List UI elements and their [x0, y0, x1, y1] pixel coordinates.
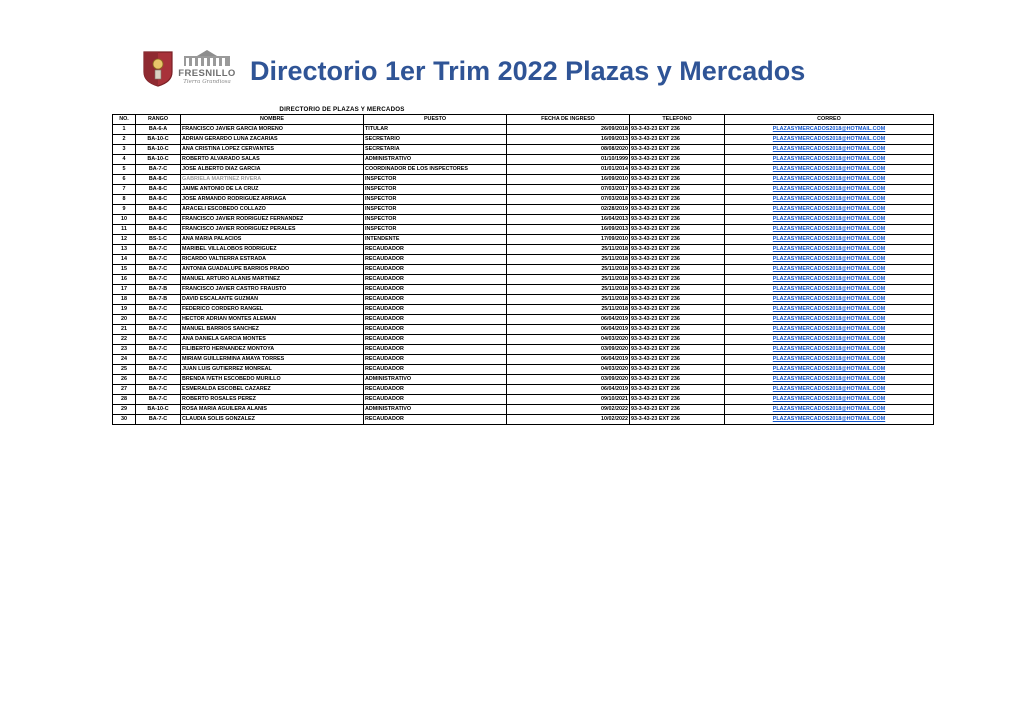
table-row	[113, 275, 934, 285]
page-title: Directorio 1er Trim 2022 Plazas y Mercados	[250, 56, 806, 86]
email-link[interactable]: PLAZASYMERCADOS2018@HOTMAIL.COM	[772, 236, 886, 242]
table-row	[113, 265, 934, 275]
table-row	[113, 235, 934, 245]
email-link[interactable]: PLAZASYMERCADOS2018@HOTMAIL.COM	[772, 206, 886, 212]
cell-nombre: JAIME ANTONIO DE LA CRUZ	[181, 185, 364, 195]
cell-correo	[725, 315, 934, 325]
cell-correo	[725, 285, 934, 295]
coat-of-arms-icon	[140, 48, 176, 88]
cell-telefono: 93-3-43-23 EXT 236	[630, 225, 725, 235]
cell-nombre: ADRIAN GERARDO LUNA ZACARIAS	[181, 135, 364, 145]
cell-fecha-ingreso: 06/04/2019	[507, 355, 630, 365]
cell-nombre: ANA MARIA PALACIOS	[181, 235, 364, 245]
cell-telefono: 93-3-43-23 EXT 236	[630, 315, 725, 325]
cell-puesto: RECAUDADOR	[364, 345, 507, 355]
email-link[interactable]: PLAZASYMERCADOS2018@HOTMAIL.COM	[772, 196, 886, 202]
cell-telefono: 93-3-43-23 EXT 236	[630, 355, 725, 365]
cell-no: 6	[113, 175, 136, 185]
cell-no: 2	[113, 135, 136, 145]
cell-fecha-ingreso: 16/09/2013	[507, 135, 630, 145]
cell-telefono: 93-3-43-23 EXT 236	[630, 205, 725, 215]
cell-rango: BA-7-C	[136, 345, 181, 355]
cell-fecha-ingreso: 09/10/2021	[507, 395, 630, 405]
email-link[interactable]: PLAZASYMERCADOS2018@HOTMAIL.COM	[772, 156, 886, 162]
cell-rango: BA-7-B	[136, 285, 181, 295]
cell-fecha-ingreso: 25/11/2018	[507, 255, 630, 265]
cell-telefono: 93-3-43-23 EXT 236	[630, 345, 725, 355]
cell-nombre: ROBERTO ALVARADO SALAS	[181, 155, 364, 165]
cell-rango: BA-7-C	[136, 335, 181, 345]
email-link[interactable]: PLAZASYMERCADOS2018@HOTMAIL.COM	[772, 356, 886, 362]
table-header-row	[113, 115, 934, 125]
table-body	[113, 125, 934, 425]
cell-fecha-ingreso: 06/04/2019	[507, 385, 630, 395]
cell-rango: BA-8-C	[136, 195, 181, 205]
cell-correo	[725, 265, 934, 275]
cell-correo	[725, 275, 934, 285]
cell-no: 27	[113, 385, 136, 395]
cell-telefono: 93-3-43-23 EXT 236	[630, 285, 725, 295]
cell-correo	[725, 345, 934, 355]
cell-nombre: FEDERICO CORDERO RANGEL	[181, 305, 364, 315]
col-header-rango: RANGO	[136, 115, 181, 125]
cell-correo	[725, 385, 934, 395]
email-link[interactable]: PLAZASYMERCADOS2018@HOTMAIL.COM	[772, 296, 886, 302]
email-link[interactable]: PLAZASYMERCADOS2018@HOTMAIL.COM	[772, 186, 886, 192]
cell-no: 17	[113, 285, 136, 295]
cell-nombre: RICARDO VALTIERRA ESTRADA	[181, 255, 364, 265]
cell-telefono: 93-3-43-23 EXT 236	[630, 305, 725, 315]
cell-nombre: MIRIAM GUILLERMINA AMAYA TORRES	[181, 355, 364, 365]
email-link[interactable]: PLAZASYMERCADOS2018@HOTMAIL.COM	[772, 306, 886, 312]
cell-puesto: ADMINISTRATIVO	[364, 155, 507, 165]
cell-telefono: 93-3-43-23 EXT 236	[630, 395, 725, 405]
cell-telefono: 93-3-43-23 EXT 236	[630, 185, 725, 195]
cell-telefono: 93-3-43-23 EXT 236	[630, 265, 725, 275]
table-caption: DIRECTORIO DE PLAZAS Y MERCADOS	[279, 106, 405, 113]
cell-correo	[725, 325, 934, 335]
cell-nombre: FRANCISCO JAVIER RODRIGUEZ FERNANDEZ	[181, 215, 364, 225]
email-link[interactable]: PLAZASYMERCADOS2018@HOTMAIL.COM	[772, 376, 886, 382]
cell-correo	[725, 375, 934, 385]
table-row	[113, 325, 934, 335]
cell-nombre: BRENDA IVETH ESCOBEDO MURILLO	[181, 375, 364, 385]
cell-correo	[725, 145, 934, 155]
cell-rango: BA-7-C	[136, 385, 181, 395]
cell-rango: BA-7-B	[136, 295, 181, 305]
col-header-nombre: NOMBRE	[181, 115, 364, 125]
cell-no: 8	[113, 195, 136, 205]
cell-correo	[725, 415, 934, 425]
email-link[interactable]: PLAZASYMERCADOS2018@HOTMAIL.COM	[772, 416, 886, 422]
cell-puesto: ADMINISTRATIVO	[364, 405, 507, 415]
cell-telefono: 93-3-43-23 EXT 236	[630, 255, 725, 265]
cell-nombre: HECTOR ADRIAN MONTES ALEMAN	[181, 315, 364, 325]
cell-no: 1	[113, 125, 136, 135]
building-logo-icon	[176, 50, 238, 90]
document-header	[0, 48, 1024, 102]
cell-no: 13	[113, 245, 136, 255]
cell-rango: BA-7-C	[136, 305, 181, 315]
logo-name: FRESNILLO	[178, 68, 236, 79]
cell-fecha-ingreso: 09/02/2022	[507, 405, 630, 415]
cell-telefono: 93-3-43-23 EXT 236	[630, 155, 725, 165]
cell-telefono: 93-3-43-23 EXT 236	[630, 385, 725, 395]
cell-no: 9	[113, 205, 136, 215]
cell-fecha-ingreso: 06/04/2019	[507, 325, 630, 335]
table-row	[113, 335, 934, 345]
cell-nombre: FILIBERTO HERNANDEZ MONTOYA	[181, 345, 364, 355]
email-link[interactable]: PLAZASYMERCADOS2018@HOTMAIL.COM	[772, 126, 886, 132]
cell-rango: BA-7-C	[136, 365, 181, 375]
table-row	[113, 245, 934, 255]
email-link[interactable]: PLAZASYMERCADOS2018@HOTMAIL.COM	[772, 246, 886, 252]
cell-correo	[725, 225, 934, 235]
cell-nombre: ANTONIA GUADALUPE BARRIOS PRADO	[181, 265, 364, 275]
cell-correo	[725, 295, 934, 305]
col-header-telefono: TELEFONO	[630, 115, 725, 125]
cell-fecha-ingreso: 25/11/2018	[507, 245, 630, 255]
cell-fecha-ingreso: 17/09/2010	[507, 235, 630, 245]
col-header-fecha-ingreso: FECHA DE INGRESO	[507, 115, 630, 125]
cell-nombre: ANA CRISTINA LOPEZ CERVANTES	[181, 145, 364, 155]
cell-rango: BA-7-C	[136, 255, 181, 265]
table-row	[113, 185, 934, 195]
cell-nombre: ROSA MARIA AGUILERA ALANIS	[181, 405, 364, 415]
cell-rango: BA-8-C	[136, 175, 181, 185]
table-row	[113, 175, 934, 185]
cell-fecha-ingreso: 08/08/2020	[507, 145, 630, 155]
cell-nombre: FRANCISCO JAVIER GARCIA MORENO	[181, 125, 364, 135]
cell-fecha-ingreso: 04/03/2020	[507, 335, 630, 345]
cell-rango: BA-7-C	[136, 375, 181, 385]
table-row	[113, 165, 934, 175]
cell-puesto: COORDINADOR DE LOS INSPECTORES	[364, 165, 507, 175]
cell-correo	[725, 205, 934, 215]
email-link[interactable]: PLAZASYMERCADOS2018@HOTMAIL.COM	[772, 386, 886, 392]
cell-rango: BA-8-C	[136, 225, 181, 235]
cell-rango: BA-7-C	[136, 315, 181, 325]
cell-no: 5	[113, 165, 136, 175]
cell-puesto: RECAUDADOR	[364, 295, 507, 305]
cell-puesto: RECAUDADOR	[364, 355, 507, 365]
cell-fecha-ingreso: 10/02/2022	[507, 415, 630, 425]
cell-no: 14	[113, 255, 136, 265]
cell-no: 25	[113, 365, 136, 375]
directory-table-wrapper	[112, 106, 912, 425]
cell-correo	[725, 175, 934, 185]
table-row	[113, 205, 934, 215]
cell-correo	[725, 165, 934, 175]
cell-no: 18	[113, 295, 136, 305]
cell-puesto: SECRETARIA	[364, 145, 507, 155]
table-row	[113, 415, 934, 425]
cell-puesto: INSPECTOR	[364, 225, 507, 235]
cell-puesto: RECAUDADOR	[364, 255, 507, 265]
cell-no: 7	[113, 185, 136, 195]
cell-no: 23	[113, 345, 136, 355]
cell-telefono: 93-3-43-23 EXT 236	[630, 375, 725, 385]
table-row	[113, 145, 934, 155]
cell-telefono: 93-3-43-23 EXT 236	[630, 325, 725, 335]
email-link[interactable]: PLAZASYMERCADOS2018@HOTMAIL.COM	[772, 146, 886, 152]
table-row	[113, 285, 934, 295]
cell-rango: BA-7-C	[136, 415, 181, 425]
col-header-puesto: PUESTO	[364, 115, 507, 125]
cell-nombre: FRANCISCO JAVIER RODRIGUEZ PERALES	[181, 225, 364, 235]
cell-no: 10	[113, 215, 136, 225]
cell-fecha-ingreso: 07/03/2017	[507, 185, 630, 195]
cell-no: 11	[113, 225, 136, 235]
cell-fecha-ingreso: 25/11/2018	[507, 265, 630, 275]
table-row	[113, 405, 934, 415]
cell-puesto: ADMINISTRATIVO	[364, 375, 507, 385]
table-row	[113, 365, 934, 375]
building-shape	[183, 50, 231, 68]
col-header-no: NO.	[113, 115, 136, 125]
cell-puesto: RECAUDADOR	[364, 415, 507, 425]
cell-correo	[725, 395, 934, 405]
cell-puesto: SECRETARIO	[364, 135, 507, 145]
cell-telefono: 93-3-43-23 EXT 236	[630, 405, 725, 415]
table-row	[113, 345, 934, 355]
cell-telefono: 93-3-43-23 EXT 236	[630, 165, 725, 175]
cell-nombre: ARACELI ESCOBEDO COLLAZO	[181, 205, 364, 215]
email-link[interactable]: PLAZASYMERCADOS2018@HOTMAIL.COM	[772, 406, 886, 412]
cell-telefono: 93-3-43-23 EXT 236	[630, 365, 725, 375]
cell-telefono: 93-3-43-23 EXT 236	[630, 125, 725, 135]
cell-fecha-ingreso: 01/01/2014	[507, 165, 630, 175]
email-link[interactable]: PLAZASYMERCADOS2018@HOTMAIL.COM	[772, 316, 886, 322]
cell-correo	[725, 355, 934, 365]
cell-fecha-ingreso: 03/09/2020	[507, 345, 630, 355]
table-row	[113, 125, 934, 135]
cell-telefono: 93-3-43-23 EXT 236	[630, 175, 725, 185]
email-link[interactable]: PLAZASYMERCADOS2018@HOTMAIL.COM	[772, 336, 886, 342]
cell-correo	[725, 305, 934, 315]
table-row	[113, 225, 934, 235]
cell-correo	[725, 255, 934, 265]
cell-rango: BA-7-C	[136, 275, 181, 285]
cell-puesto: RECAUDADOR	[364, 365, 507, 375]
cell-puesto: RECAUDADOR	[364, 315, 507, 325]
email-link[interactable]: PLAZASYMERCADOS2018@HOTMAIL.COM	[772, 326, 886, 332]
cell-rango: BA-7-C	[136, 265, 181, 275]
email-link[interactable]: PLAZASYMERCADOS2018@HOTMAIL.COM	[772, 286, 886, 292]
email-link[interactable]: PLAZASYMERCADOS2018@HOTMAIL.COM	[772, 266, 886, 272]
cell-puesto: INSPECTOR	[364, 175, 507, 185]
cell-correo	[725, 195, 934, 205]
cell-rango: BA-10-C	[136, 405, 181, 415]
cell-nombre: FRANCISCO JAVIER CASTRO FRAUSTO	[181, 285, 364, 295]
cell-rango: BA-7-C	[136, 395, 181, 405]
cell-telefono: 93-3-43-23 EXT 236	[630, 275, 725, 285]
table-row	[113, 135, 934, 145]
table-header	[113, 115, 934, 125]
cell-nombre: JUAN LUIS GUTIERREZ MONREAL	[181, 365, 364, 375]
table-row	[113, 395, 934, 405]
cell-rango: BA-8-C	[136, 215, 181, 225]
cell-rango: BA-7-C	[136, 165, 181, 175]
table-row	[113, 295, 934, 305]
cell-puesto: RECAUDADOR	[364, 385, 507, 395]
cell-puesto: INSPECTOR	[364, 195, 507, 205]
cell-rango: BA-7-C	[136, 325, 181, 335]
cell-puesto: RECAUDADOR	[364, 335, 507, 345]
cell-fecha-ingreso: 04/03/2020	[507, 365, 630, 375]
cell-no: 4	[113, 155, 136, 165]
cell-puesto: RECAUDADOR	[364, 265, 507, 275]
cell-fecha-ingreso: 07/03/2018	[507, 195, 630, 205]
cell-telefono: 93-3-43-23 EXT 236	[630, 135, 725, 145]
cell-correo	[725, 365, 934, 375]
cell-nombre: JOSE ARMANDO RODRIGUEZ ARRIAGA	[181, 195, 364, 205]
cell-no: 3	[113, 145, 136, 155]
email-link[interactable]: PLAZASYMERCADOS2018@HOTMAIL.COM	[772, 226, 886, 232]
cell-fecha-ingreso: 02/28/2019	[507, 205, 630, 215]
cell-fecha-ingreso: 16/04/2013	[507, 215, 630, 225]
cell-rango: BA-7-C	[136, 355, 181, 365]
cell-fecha-ingreso: 06/04/2019	[507, 315, 630, 325]
cell-puesto: RECAUDADOR	[364, 325, 507, 335]
table-row	[113, 255, 934, 265]
cell-telefono: 93-3-43-23 EXT 236	[630, 295, 725, 305]
table-row	[113, 195, 934, 205]
cell-rango: BA-6-A	[136, 125, 181, 135]
email-link[interactable]: PLAZASYMERCADOS2018@HOTMAIL.COM	[772, 216, 886, 222]
cell-rango: BS-1-C	[136, 235, 181, 245]
table-row	[113, 315, 934, 325]
cell-no: 15	[113, 265, 136, 275]
cell-puesto: INSPECTOR	[364, 215, 507, 225]
cell-correo	[725, 185, 934, 195]
cell-nombre: GABRIELA MARTINEZ RIVERA	[181, 175, 364, 185]
logo-tagline: Tierra Grandiosa	[183, 79, 231, 85]
directory-table	[112, 114, 934, 425]
email-link[interactable]: PLAZASYMERCADOS2018@HOTMAIL.COM	[772, 166, 886, 172]
cell-no: 16	[113, 275, 136, 285]
cell-correo	[725, 135, 934, 145]
cell-telefono: 93-3-43-23 EXT 236	[630, 145, 725, 155]
cell-nombre: MANUEL ARTURO ALANIS MARTINEZ	[181, 275, 364, 285]
cell-nombre: MANUEL BARRIOS SANCHEZ	[181, 325, 364, 335]
cell-telefono: 93-3-43-23 EXT 236	[630, 235, 725, 245]
cell-rango: BA-8-C	[136, 205, 181, 215]
table-row	[113, 355, 934, 365]
cell-rango: BA-8-C	[136, 185, 181, 195]
cell-rango: BA-7-C	[136, 245, 181, 255]
cell-rango: BA-10-C	[136, 135, 181, 145]
cell-correo	[725, 335, 934, 345]
cell-no: 22	[113, 335, 136, 345]
col-header-correo: CORREO	[725, 115, 934, 125]
cell-nombre: CLAUDIA SOLIS GONZALEZ	[181, 415, 364, 425]
cell-correo	[725, 155, 934, 165]
table-row	[113, 215, 934, 225]
email-link[interactable]: PLAZASYMERCADOS2018@HOTMAIL.COM	[772, 366, 886, 372]
cell-fecha-ingreso: 16/09/2013	[507, 225, 630, 235]
cell-nombre: JOSE ALBERTO DIAZ GARCIA	[181, 165, 364, 175]
cell-puesto: INSPECTOR	[364, 205, 507, 215]
cell-no: 29	[113, 405, 136, 415]
cell-fecha-ingreso: 25/11/2018	[507, 295, 630, 305]
cell-correo	[725, 235, 934, 245]
cell-puesto: RECAUDADOR	[364, 305, 507, 315]
email-link[interactable]: PLAZASYMERCADOS2018@HOTMAIL.COM	[772, 396, 886, 402]
cell-no: 21	[113, 325, 136, 335]
cell-no: 24	[113, 355, 136, 365]
cell-no: 26	[113, 375, 136, 385]
cell-correo	[725, 125, 934, 135]
cell-nombre: MARIBEL VILLALOBOS RODRIGUEZ	[181, 245, 364, 255]
cell-rango: BA-10-C	[136, 155, 181, 165]
cell-fecha-ingreso: 03/09/2020	[507, 375, 630, 385]
cell-puesto: RECAUDADOR	[364, 275, 507, 285]
cell-no: 12	[113, 235, 136, 245]
email-link[interactable]: PLAZASYMERCADOS2018@HOTMAIL.COM	[772, 176, 886, 182]
cell-correo	[725, 405, 934, 415]
email-link[interactable]: PLAZASYMERCADOS2018@HOTMAIL.COM	[772, 256, 886, 262]
cell-puesto: RECAUDADOR	[364, 285, 507, 295]
cell-nombre: DAVID ESCALANTE GUZMAN	[181, 295, 364, 305]
cell-puesto: RECAUDADOR	[364, 395, 507, 405]
cell-correo	[725, 245, 934, 255]
cell-fecha-ingreso: 26/09/2018	[507, 125, 630, 135]
email-link[interactable]: PLAZASYMERCADOS2018@HOTMAIL.COM	[772, 276, 886, 282]
cell-puesto: TITULAR	[364, 125, 507, 135]
table-row	[113, 385, 934, 395]
cell-nombre: ESMERALDA ESCOBEL CAZAREZ	[181, 385, 364, 395]
cell-telefono: 93-3-43-23 EXT 236	[630, 245, 725, 255]
table-row	[113, 305, 934, 315]
cell-telefono: 93-3-43-23 EXT 236	[630, 335, 725, 345]
table-row	[113, 155, 934, 165]
cell-fecha-ingreso: 25/11/2018	[507, 275, 630, 285]
cell-rango: BA-10-C	[136, 145, 181, 155]
cell-no: 20	[113, 315, 136, 325]
cell-nombre: ANA DANIELA GARCIA MONTES	[181, 335, 364, 345]
cell-nombre: ROBERTO ROSALES PEREZ	[181, 395, 364, 405]
cell-telefono: 93-3-43-23 EXT 236	[630, 415, 725, 425]
cell-telefono: 93-3-43-23 EXT 236	[630, 195, 725, 205]
cell-fecha-ingreso: 01/10/1999	[507, 155, 630, 165]
cell-no: 28	[113, 395, 136, 405]
email-link[interactable]: PLAZASYMERCADOS2018@HOTMAIL.COM	[772, 346, 886, 352]
cell-correo	[725, 215, 934, 225]
cell-fecha-ingreso: 25/11/2018	[507, 285, 630, 295]
cell-no: 19	[113, 305, 136, 315]
cell-telefono: 93-3-43-23 EXT 236	[630, 215, 725, 225]
cell-puesto: INTENDENTE	[364, 235, 507, 245]
cell-fecha-ingreso: 16/09/2010	[507, 175, 630, 185]
cell-puesto: RECAUDADOR	[364, 245, 507, 255]
cell-no: 30	[113, 415, 136, 425]
cell-fecha-ingreso: 25/11/2018	[507, 305, 630, 315]
email-link[interactable]: PLAZASYMERCADOS2018@HOTMAIL.COM	[772, 136, 886, 142]
table-row	[113, 375, 934, 385]
cell-puesto: INSPECTOR	[364, 185, 507, 195]
